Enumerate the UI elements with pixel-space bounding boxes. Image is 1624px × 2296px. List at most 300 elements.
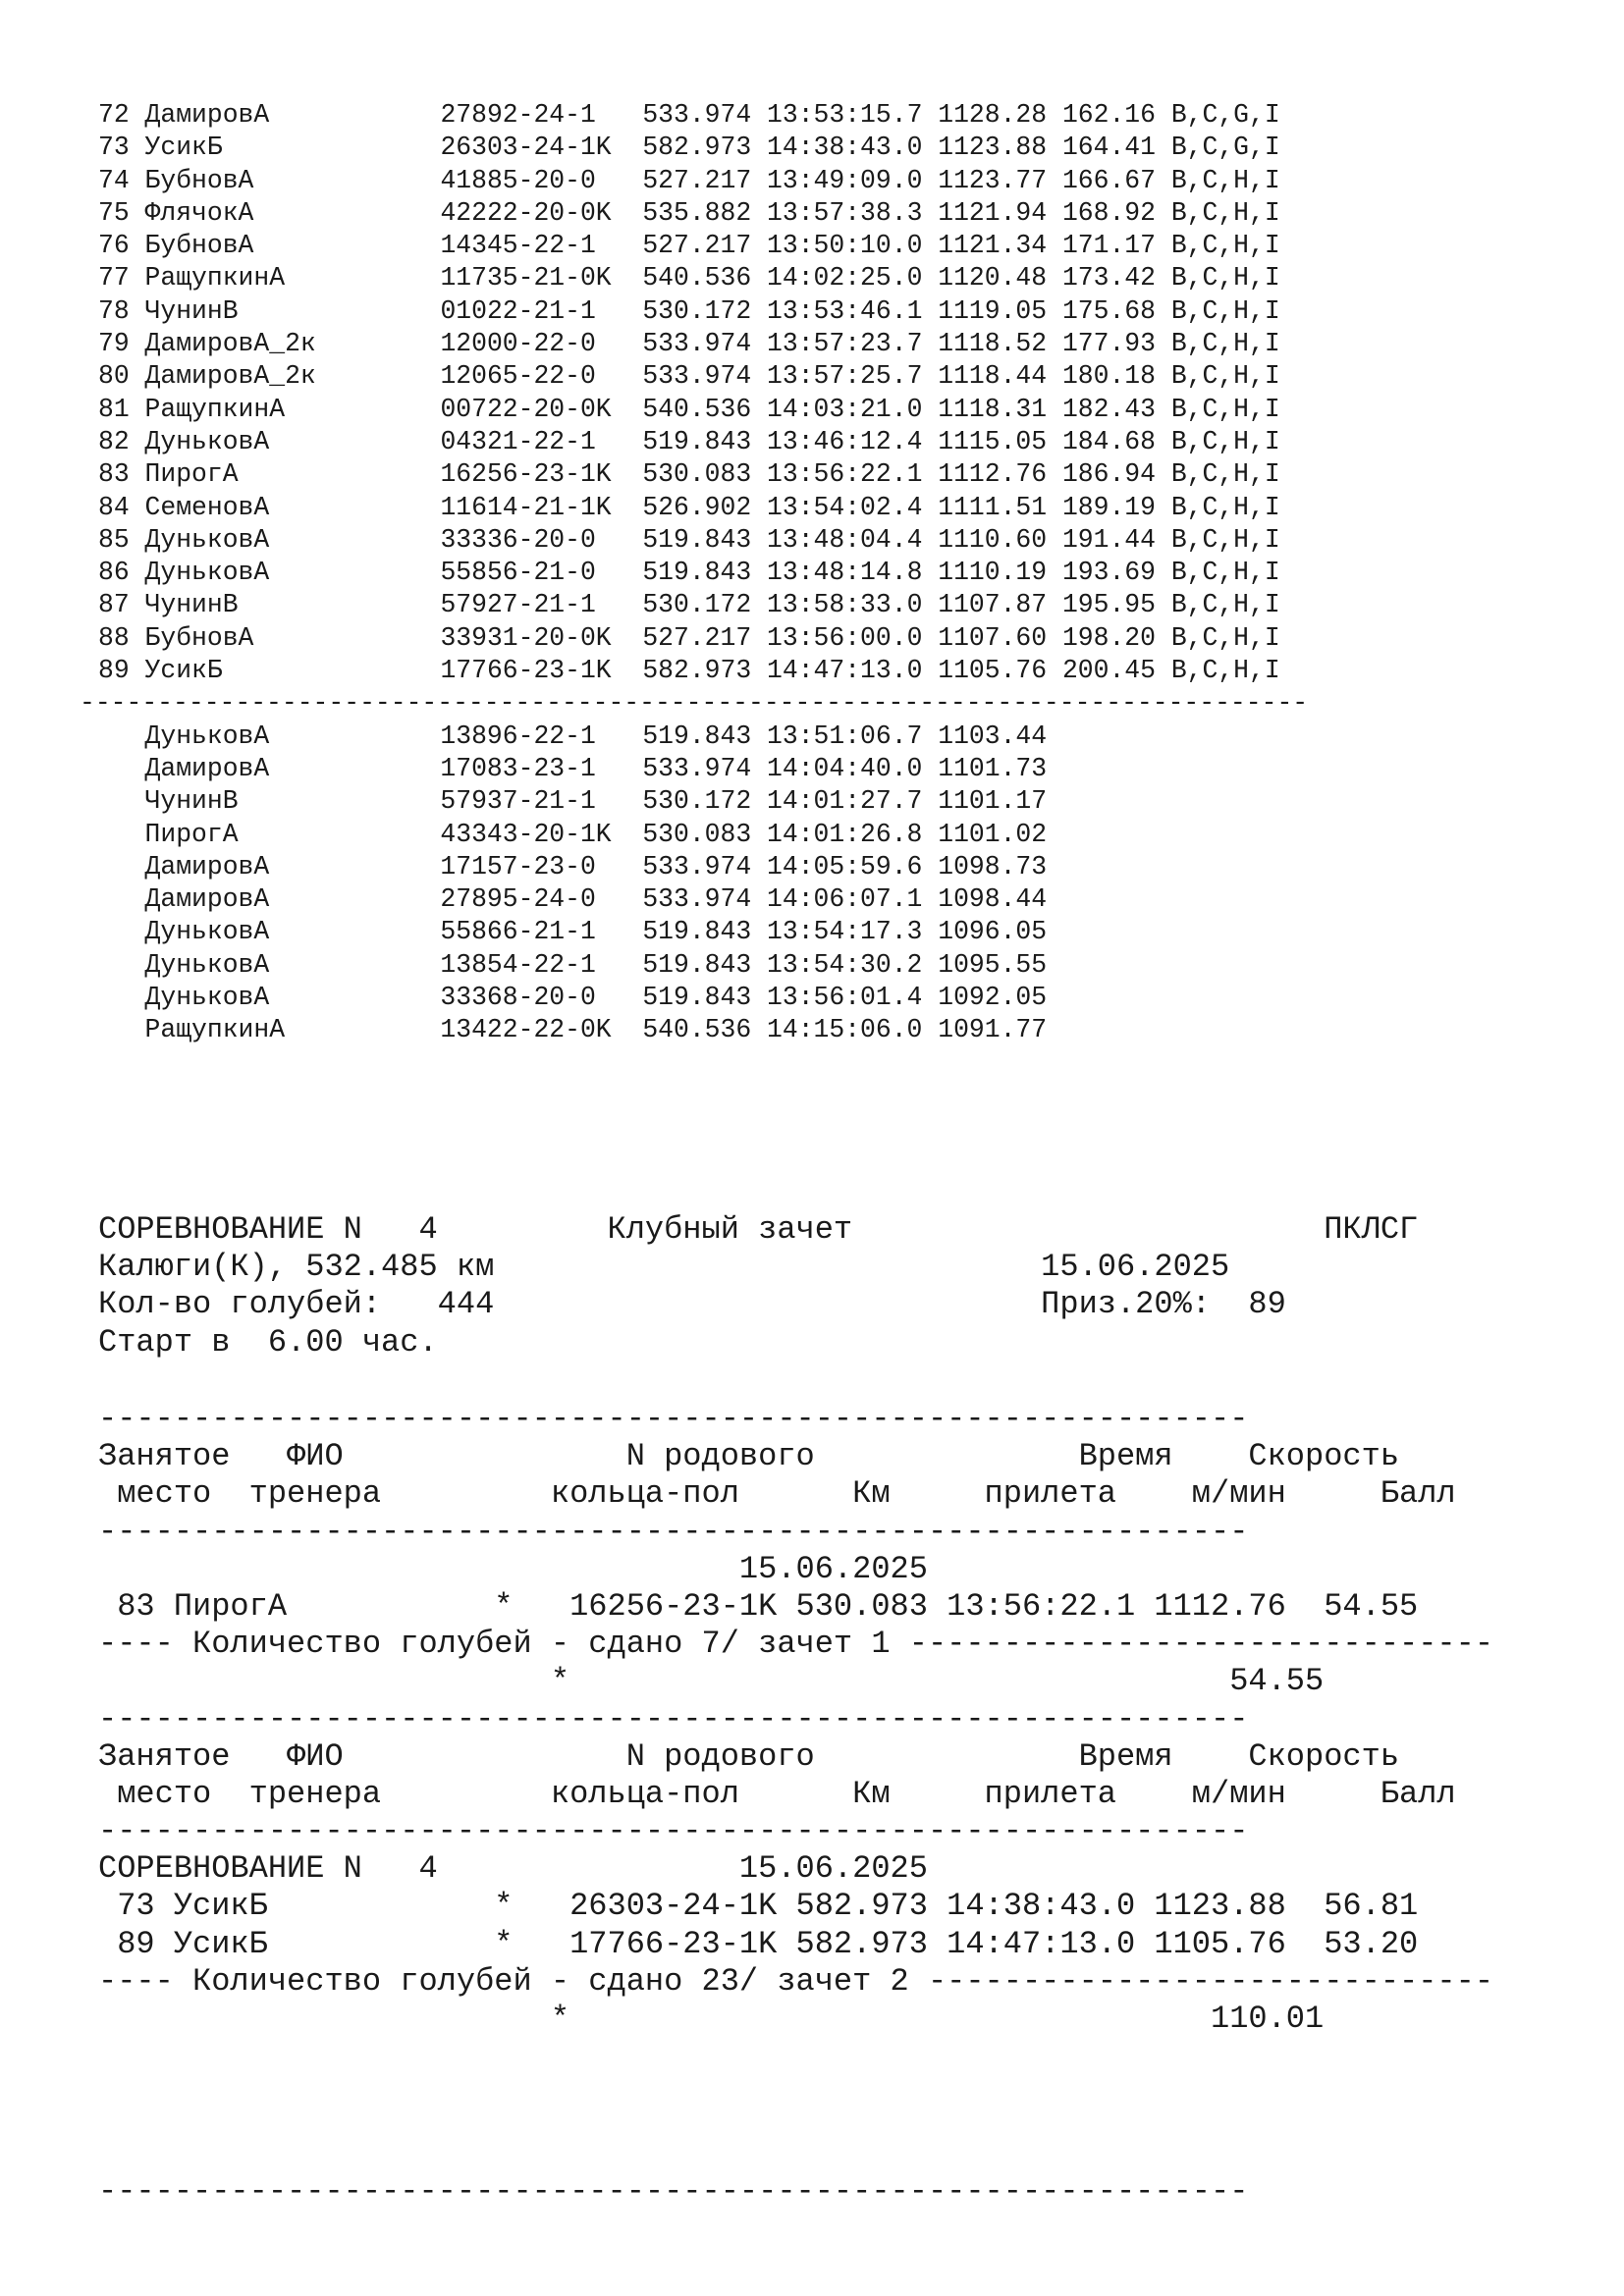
groups-cell: B,C,H,I [1170,492,1280,522]
ring-cell: 13896-22-1 [440,721,627,751]
time-cell: 13:48:04.4 [767,524,923,555]
name-cell: ДамировА_2к [144,361,441,392]
coef-cell: 180.18 [1061,361,1156,392]
total-score: 110.01 [1210,2001,1325,2037]
time-cell: 14:15:06.0 [767,1015,923,1045]
speed-cell: 1103.44 [938,721,1048,751]
name-cell: ПирогА [144,459,441,490]
mark-cell: * [494,1888,514,1925]
bottom-rule: ------------------------------------------------------------- [98,2173,1249,2210]
ring-cell: 42222-20-0K [440,197,627,228]
speed-cell: 1123.88 [1154,1888,1286,1925]
extra-row [98,851,1308,883]
section-date: 15.06.2025 [738,1550,928,1587]
place-cell: 76 [98,231,130,261]
start-time: Старт в 6.00 час. [98,1323,438,1361]
time-cell: 14:47:13.0 [947,1925,1136,1962]
col-header: N родового [625,1438,815,1475]
col-header: Время [1078,1737,1173,1775]
section-total [98,2001,1493,2038]
time-cell: 14:06:07.1 [767,884,923,915]
groups-cell: B,C,H,I [1170,197,1280,228]
km-cell: 582.973 [795,1925,928,1962]
name-cell: ДамировА [144,100,441,130]
ring-cell: 17766-23-1K [569,1925,778,1962]
result-row [98,622,1308,655]
club-name: ПКЛСГ [1305,1211,1419,1248]
speed-cell: 1105.76 [1154,1925,1286,1962]
col-header: место [117,1475,212,1513]
speed-cell: 1119.05 [938,295,1048,326]
time-cell: 13:49:09.0 [767,165,923,195]
speed-cell: 1112.76 [1154,1587,1286,1625]
ring-cell: 27892-24-1 [440,100,627,130]
coef-cell: 191.44 [1061,524,1156,555]
competition-title: СОРЕВНОВАНИЕ N 4 [98,1211,457,1248]
name-cell: УсикБ [144,656,441,686]
result-row [98,360,1308,393]
ring-cell: 55856-21-0 [440,558,627,588]
ring-cell: 11735-21-0K [440,263,627,294]
section-title-line [98,1551,1493,1588]
name-cell: ПирогА [173,1587,495,1625]
place-cell: 89 [98,656,130,686]
groups-cell: B,C,H,I [1170,361,1280,392]
km-cell: 519.843 [642,721,752,751]
ring-cell: 16256-23-1K [440,459,627,490]
time-cell: 13:48:14.8 [767,558,923,588]
speed-cell: 1118.31 [938,394,1048,424]
name-cell: ДамировА [144,753,441,783]
count-line [98,1286,1418,1323]
total-mark: * [550,2001,570,2037]
mark-cell: * [494,1925,514,1962]
ring-cell: 14345-22-1 [440,231,627,261]
groups-cell: B,C,G,I [1170,100,1280,130]
section-title [98,1551,739,1587]
time-cell: 13:51:06.7 [767,721,923,751]
col-header: Балл [1380,1775,1456,1812]
km-cell: 582.973 [642,133,752,163]
place-cell: 82 [98,426,130,456]
result-row [98,524,1308,557]
coef-cell: 198.20 [1061,622,1156,653]
time-cell: 13:56:01.4 [767,983,923,1013]
results-separator [80,687,1308,720]
coef-cell: 200.45 [1061,656,1156,686]
coef-cell: 184.68 [1061,426,1156,456]
groups-cell: B,C,H,I [1170,263,1280,294]
groups-cell: B,C,H,I [1170,426,1280,456]
rule-line: ------------------------------------------------------------- [98,1401,1249,1437]
ring-cell: 12000-22-0 [440,329,627,359]
ring-cell: 17157-23-0 [440,851,627,881]
time-cell: 13:57:23.7 [767,329,923,359]
results-table [80,99,1309,1047]
score-cell: 54.55 [1324,1587,1419,1625]
col-header: тренера [248,1475,382,1513]
groups-cell: B,C,H,I [1170,459,1280,490]
name-cell: ЧунинВ [144,590,441,620]
ring-cell: 26303-24-1K [569,1888,778,1925]
extra-row [98,819,1308,851]
km-cell: 519.843 [642,426,752,456]
competition-date: 15.06.2025 [1041,1249,1230,1286]
groups-cell: B,C,H,I [1170,558,1280,588]
section-total [98,1663,1493,1700]
table-rule [98,1401,1493,1438]
km-cell: 519.843 [642,917,752,947]
time-cell: 13:46:12.4 [767,426,923,456]
km-cell: 530.083 [642,459,752,490]
place-cell: 83 [117,1587,155,1625]
km-cell: 533.974 [642,851,752,881]
time-cell: 13:56:22.1 [947,1587,1136,1625]
ring-cell: 33931-20-0K [440,622,627,653]
competition-title-line [98,1211,1418,1249]
extra-row [98,916,1308,948]
ring-cell: 16256-23-1K [569,1587,778,1625]
ring-cell: 17766-23-1K [440,656,627,686]
ring-cell: 27895-24-0 [440,884,627,915]
time-cell: 13:53:15.7 [767,100,923,130]
col-header: м/мин [1191,1475,1286,1513]
ring-cell: 13422-22-0K [440,1015,627,1045]
coef-cell: 166.67 [1061,165,1156,195]
km-cell: 533.974 [642,361,752,392]
table-rule [98,1514,1493,1551]
speed-cell: 1098.73 [938,851,1048,881]
coef-cell: 182.43 [1061,394,1156,424]
place-cell: 79 [98,329,130,359]
km-cell: 527.217 [642,165,752,195]
table-rule [98,1701,1493,1738]
section-date: 15.06.2025 [738,1850,928,1888]
total-score: 54.55 [1210,1663,1325,1700]
place-cell: 80 [98,361,130,392]
km-cell: 519.843 [642,558,752,588]
time-cell: 13:56:00.0 [767,622,923,653]
km-cell: 540.536 [642,394,752,424]
name-cell: ДуньковА [144,917,441,947]
result-row [98,197,1308,230]
name-cell: ЧунинВ [144,786,441,817]
km-cell: 527.217 [642,231,752,261]
extra-row [98,982,1308,1014]
col-header: место [117,1775,212,1812]
result-row [98,132,1308,164]
name-cell: РащупкинА [144,1015,441,1045]
speed-cell: 1096.05 [938,917,1048,947]
groups-cell: B,C,H,I [1170,329,1280,359]
groups-cell: B,C,H,I [1170,394,1280,424]
speed-cell: 1121.34 [938,231,1048,261]
speed-cell: 1112.76 [938,459,1048,490]
summary-line: ---- Количество голубей - сдано 7/ зачет 1 ------------------------------- [98,1626,1494,1663]
speed-cell: 1118.44 [938,361,1048,392]
result-row [98,295,1308,328]
name-cell: ФлячокА [144,197,441,228]
name-cell: ДамировА [144,851,441,881]
ring-cell: 01022-21-1 [440,295,627,326]
club-standings-table [98,1401,1493,2038]
time-cell: 14:38:43.0 [767,133,923,163]
km-cell: 527.217 [642,622,752,653]
speed-cell: 1105.76 [938,656,1048,686]
speed-cell: 1107.87 [938,590,1048,620]
col-header: кольца-пол [550,1475,739,1513]
km-cell: 530.172 [642,295,752,326]
km-cell: 526.902 [642,492,752,522]
section-title: СОРЕВНОВАНИЕ N 4 [98,1850,739,1888]
mark-cell: * [494,1587,514,1625]
km-cell: 530.172 [642,786,752,817]
count-label: Кол-во голубей: [98,1286,382,1323]
result-row [98,165,1308,197]
place-cell: 87 [98,590,130,620]
col-header: ФИО [287,1737,344,1775]
club-row [98,1926,1493,1963]
groups-cell: B,C,H,I [1170,231,1280,261]
place-cell: 77 [98,263,130,294]
name-cell: ДуньковА [144,721,441,751]
ring-cell: 43343-20-1K [440,819,627,849]
coef-cell: 164.41 [1061,133,1156,163]
place-cell: 73 [98,133,130,163]
summary-line: ---- Количество голубей - сдано 23/ зачет 2 ------------------------------ [98,1962,1494,2000]
place-cell: 84 [98,492,130,522]
name-cell: СеменовА [144,492,441,522]
speed-cell: 1110.19 [938,558,1048,588]
ring-cell: 41885-20-0 [440,165,627,195]
time-cell: 13:53:46.1 [767,295,923,326]
speed-cell: 1101.17 [938,786,1048,817]
result-row [98,328,1308,360]
coef-cell: 175.68 [1061,295,1156,326]
coef-cell: 173.42 [1061,263,1156,294]
extra-row [98,1014,1308,1046]
km-cell: 533.974 [642,753,752,783]
groups-cell: B,C,H,I [1170,656,1280,686]
time-cell: 13:57:38.3 [767,197,923,228]
ring-cell: 17083-23-1 [440,753,627,783]
speed-cell: 1120.48 [938,263,1048,294]
score-cell: 53.20 [1324,1925,1419,1962]
speed-cell: 1098.44 [938,884,1048,915]
speed-cell: 1092.05 [938,983,1048,1013]
km-cell: 530.083 [642,819,752,849]
km-cell: 530.172 [642,590,752,620]
speed-cell: 1110.60 [938,524,1048,555]
ring-cell: 57927-21-1 [440,590,627,620]
ring-cell: 33368-20-0 [440,983,627,1013]
col-header: кольца-пол [550,1775,739,1812]
time-cell: 14:01:27.7 [767,786,923,817]
table-header-line-2 [98,1776,1493,1813]
groups-cell: B,C,H,I [1170,590,1280,620]
groups-cell: B,C,H,I [1170,165,1280,195]
ring-cell: 12065-22-0 [440,361,627,392]
km-cell: 519.843 [642,949,752,980]
result-row [98,99,1308,132]
result-row [98,230,1308,262]
time-cell: 14:05:59.6 [767,851,923,881]
col-header: тренера [248,1775,382,1812]
name-cell: ДуньковА [144,949,441,980]
km-cell: 582.973 [642,656,752,686]
km-cell: 519.843 [642,524,752,555]
place-cell: 73 [117,1888,155,1925]
groups-cell: B,C,H,I [1170,295,1280,326]
col-header: Занятое [98,1438,231,1475]
speed-cell: 1123.77 [938,165,1048,195]
speed-cell: 1111.51 [938,492,1048,522]
name-cell: ПирогА [144,819,441,849]
name-cell: БубновА [144,165,441,195]
rule-line: ------------------------------------------------------------- [98,1813,1249,1850]
table-rule [98,1813,1493,1850]
km-cell: 530.083 [795,1587,928,1625]
col-header: Км [852,1475,891,1513]
ring-cell: 55866-21-1 [440,917,627,947]
speed-cell: 1121.94 [938,197,1048,228]
extra-row [98,753,1308,785]
route-line [98,1249,1418,1286]
extra-row [98,785,1308,818]
ring-cell: 04321-22-1 [440,426,627,456]
score-cell: 56.81 [1324,1888,1419,1925]
groups-cell: B,C,G,I [1170,133,1280,163]
speed-cell: 1128.28 [938,100,1048,130]
col-header: Время [1078,1438,1173,1475]
name-cell: ДамировА_2к [144,329,441,359]
coef-cell: 171.17 [1061,231,1156,261]
name-cell: УсикБ [173,1888,495,1925]
rule-line: ------------------------------------------------------------- [98,1700,1249,1737]
time-cell: 13:58:33.0 [767,590,923,620]
coef-cell: 162.16 [1061,100,1156,130]
name-cell: ДуньковА [144,558,441,588]
name-cell: ЧунинВ [144,295,441,326]
section-title-line [98,1850,1493,1888]
prize-value: 89 [1248,1286,1286,1323]
col-header: N родового [625,1737,815,1775]
time-cell: 14:03:21.0 [767,394,923,424]
section-summary [98,1626,1493,1663]
result-row [98,394,1308,426]
speed-cell: 1123.88 [938,133,1048,163]
place-cell: 78 [98,295,130,326]
km-cell: 533.974 [642,329,752,359]
ring-cell: 26303-24-1K [440,133,627,163]
km-cell: 519.843 [642,983,752,1013]
speed-cell: 1115.05 [938,426,1048,456]
club-row [98,1888,1493,1925]
speed-cell: 1107.60 [938,622,1048,653]
name-cell: УсикБ [144,133,441,163]
section-summary [98,1963,1493,2001]
name-cell: ДуньковА [144,524,441,555]
km-cell: 582.973 [795,1888,928,1925]
result-row [98,589,1308,621]
col-header: Скорость [1248,1737,1400,1775]
speed-cell: 1101.02 [938,819,1048,849]
coef-cell: 189.19 [1061,492,1156,522]
time-cell: 14:02:25.0 [767,263,923,294]
name-cell: ДуньковА [144,983,441,1013]
col-header: прилета [984,1475,1116,1513]
competition-type: Клубный зачет [607,1211,853,1248]
competition-header [98,1211,1418,1362]
table-header-line-2 [98,1475,1493,1513]
separator-line: ------------------------------------------------------------------------------- [80,688,1309,719]
col-header: прилета [984,1775,1116,1812]
ring-cell: 13854-22-1 [440,949,627,980]
time-cell: 14:47:13.0 [767,656,923,686]
time-cell: 13:56:22.1 [767,459,923,490]
groups-cell: B,C,H,I [1170,524,1280,555]
place-cell: 85 [98,524,130,555]
col-header: Балл [1380,1475,1456,1513]
col-header: Скорость [1248,1438,1400,1475]
result-row [98,426,1308,458]
result-row [98,557,1308,589]
extra-row [98,883,1308,916]
speed-cell: 1101.73 [938,753,1048,783]
table-header-line-1 [98,1438,1493,1475]
time-cell: 13:54:02.4 [767,492,923,522]
speed-cell: 1091.77 [938,1015,1048,1045]
time-cell: 14:38:43.0 [947,1888,1136,1925]
place-cell: 88 [98,622,130,653]
ring-cell: 00722-20-0K [440,394,627,424]
result-row [98,492,1308,524]
col-header: Занятое [98,1737,231,1775]
result-row [98,458,1308,491]
coef-cell: 195.95 [1061,590,1156,620]
time-cell: 13:57:25.7 [767,361,923,392]
table-header-line-1 [98,1738,1493,1776]
rule-line: ------------------------------------------------------------- [98,1513,1249,1550]
extra-row [98,949,1308,982]
time-cell: 13:50:10.0 [767,231,923,261]
place-cell: 75 [98,197,130,228]
time-cell: 13:54:30.2 [767,949,923,980]
count-value: 444 [437,1286,495,1323]
place-cell: 74 [98,165,130,195]
place-cell: 89 [117,1925,155,1962]
result-row [98,262,1308,294]
time-cell: 14:01:26.8 [767,819,923,849]
name-cell: РащупкинА [144,263,441,294]
coef-cell: 193.69 [1061,558,1156,588]
km-cell: 533.974 [642,100,752,130]
col-header: Км [852,1775,891,1812]
club-row [98,1588,1493,1626]
km-cell: 540.536 [642,263,752,294]
extra-row [98,721,1308,753]
name-cell: ДуньковА [144,426,441,456]
col-header: м/мин [1191,1775,1286,1812]
total-mark: * [550,1663,570,1700]
name-cell: БубновА [144,231,441,261]
km-cell: 533.974 [642,884,752,915]
ring-cell: 33336-20-0 [440,524,627,555]
time-cell: 13:54:17.3 [767,917,923,947]
place-cell: 72 [98,100,130,130]
km-cell: 535.882 [642,197,752,228]
speed-cell: 1095.55 [938,949,1048,980]
